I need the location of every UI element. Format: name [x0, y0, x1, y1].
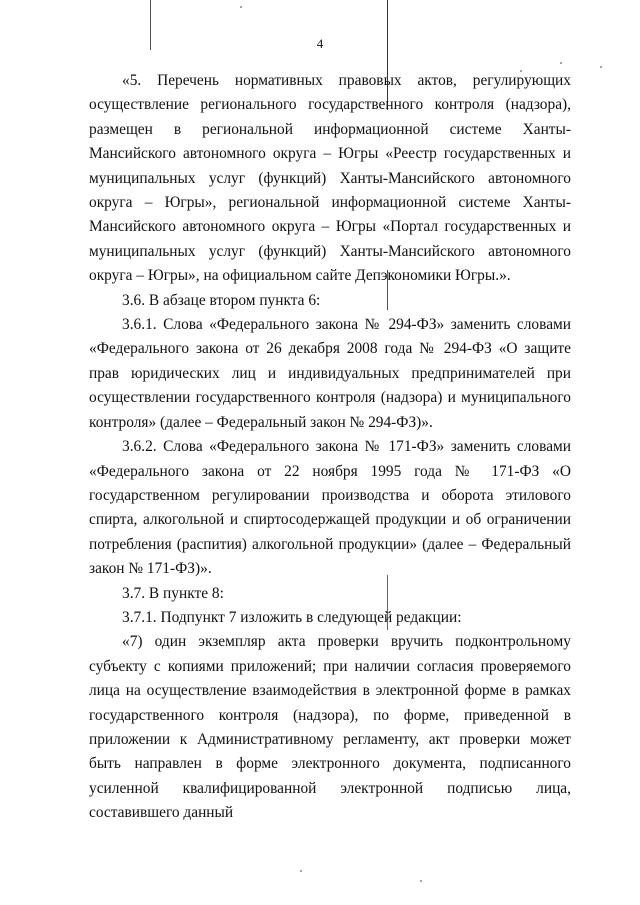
paragraph-3-6-2: 3.6.2. Слова «Федерального закона № 171-ФЗ» заменить словами «Федерального закона от 22 ноября 1995 года № 171-ФЗ «О государственном регулировании производства и оборота этилового спирта, алкогольной и спиртосодержащей продукции и об ограничении потребления (распития) алкогольной продукции» (далее – Федеральный закон № 171-ФЗ)». — [89, 438, 571, 578]
paragraph-item-5: «5. Перечень нормативных правовых актов, регулирующих осуществление регионального государственного контроля (надзора), размещен в региональной информационной системе Ханты-Мансийского автономного округа – Югры «Реестр государственных и муниципальных услуг (функций) Ханты-Мансийского автономного округа – Югры», региональной информационной системе Ханты-Мансийского автономного округа – Югры «Портал государственных и муниципальных услуг (функций) Ханты-Мансийского автономного округа – Югры», на официальном сайте Депэкономики Югры.». — [89, 72, 571, 285]
document-body — [89, 69, 571, 826]
scan-artifact-dot — [420, 880, 422, 882]
paragraph-3-7-1: 3.7.1. Подпункт 7 изложить в следующей редакции: — [122, 608, 462, 626]
paragraph-3-6: 3.6. В абзаце втором пункта 6: — [122, 291, 321, 309]
paragraph-subitem-7: «7) один экземпляр акта проверки вручить подконтрольному субъекту с копиями приложений; при наличии согласия проверяемого лица на осуществление взаимодействия в электронной форме в рамках государственного контроля (надзора), по форме, приведенной в приложении к Административному регламенту, акт проверки может быть направлен в форме электронного документа, подписанного усиленной квалифицированной электронной подписью лица, составившего данный — [89, 633, 571, 822]
page-number: 4 — [316, 36, 324, 51]
scan-artifact-dot — [300, 870, 302, 872]
paragraph-3-6-1: 3.6.1. Слова «Федерального закона № 294-ФЗ» заменить словами «Федерального закона от 26 декабря 2008 года № 294-ФЗ «О защите прав юридических лиц и индивидуальных предпринимателей при осуществлении государственного контроля (надзора) и муниципального контроля» (далее – Федеральный закон № 294-ФЗ)». — [89, 316, 571, 431]
paragraph-3-7: 3.7. В пункте 8: — [122, 584, 224, 602]
scan-artifact-dot — [560, 62, 562, 64]
scan-artifact-dot — [240, 6, 242, 8]
scan-artifact-dot — [600, 66, 602, 68]
